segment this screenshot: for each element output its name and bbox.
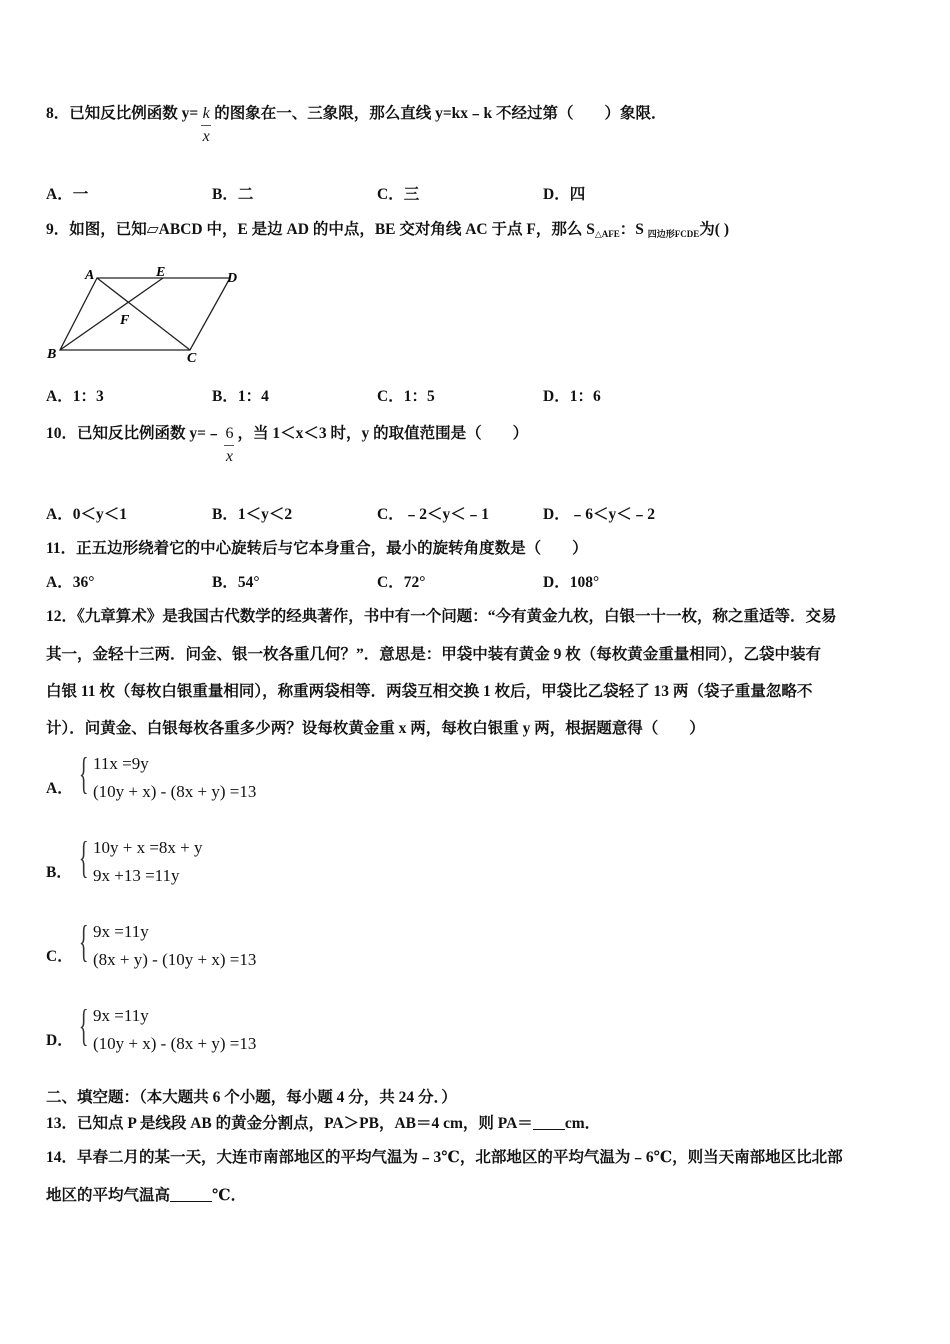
q12-option-c-eq2: (8x + y) - (10y + x) =13 [93, 950, 257, 969]
question-13 [46, 1114, 600, 1134]
q10-option-c: C．﹣2＜y＜﹣1 [377, 506, 489, 523]
q13-text: 13．已知点 P 是线段 AB 的黄金分割点，PA＞PB，AB＝4 cm，则 PA＝ [46, 1115, 533, 1132]
q9-option-c: C．1：5 [377, 388, 435, 405]
q8-option-b: B．二 [212, 186, 254, 203]
q12-option-d-eq1: 9x =11y [93, 1006, 149, 1025]
q12-line-1: 12．《九章算术》是我国古代数学的经典著作，书中有一个问题：“今有黄金九枚，白银一十一枚，称之重适等．交易 [46, 608, 837, 625]
section-heading-fill-in: 二、填空题：（本大题共 6 个小题，每小题 4 分，共 24 分．） [46, 1089, 457, 1106]
brace-icon: { [79, 749, 89, 798]
q12-line-3: 白银 11 枚（每枚白银重量相同），称重两袋相等．两袋互相交换 1 枚后，甲袋比乙袋轻了 13 两（袋子重量忽略不 [46, 683, 813, 700]
q12-option-a-eq2: (10y + x) - (8x + y) =13 [93, 782, 257, 801]
q13-unit: cm． [564, 1115, 601, 1132]
question-14-line-1: 14．早春二月的某一天，大连市南部地区的平均气温为﹣3℃，北部地区的平均气温为﹣6℃，则当天南部地区比北部 [46, 1149, 843, 1166]
q12-option-a-eq1: 11x =9y [93, 754, 149, 773]
q8-fraction [201, 104, 211, 147]
q10-suffix: ，当 1＜x＜3 时，y 的取值范围是（ ） [237, 425, 529, 442]
brace-icon: { [79, 833, 89, 882]
q12-option-c-label: C． [46, 948, 73, 965]
question-11: 11．正五边形绕着它的中心旋转后与它本身重合，最小的旋转角度数是（ ） [46, 540, 588, 557]
q12-option-b-eq1: 10y + x =8x + y [93, 838, 203, 857]
q10-option-a: A．0＜y＜1 [46, 506, 127, 523]
q11-option-d: D．108° [543, 574, 600, 591]
q12-option-b-label: B． [46, 864, 72, 881]
q8-fraction-numerator: k [202, 105, 210, 122]
q8-suffix: 的图象在一、三象限，那么直线 y=kx﹣k 不经过第（ ）象限． [214, 105, 667, 122]
label-e: E [156, 265, 166, 280]
q12-option-d-eq2: (10y + x) - (8x + y) =13 [93, 1034, 257, 1053]
q12-line-4: 计）．问黄金、白银每枚各重多少两？设每枚黄金重 x 两，每枚白银重 y 两，根据题意得（ ） [46, 720, 705, 737]
question-9 [46, 220, 729, 244]
parallelogram-abcd [60, 278, 230, 350]
label-f: F [120, 313, 130, 328]
q9-text-a: 9．如图，已知▱ABCD 中，E 是边 AD 的中点，BE 交对角线 AC 于点 F，那么 S [46, 221, 595, 238]
q9-option-b: B．1：4 [212, 388, 269, 405]
q12-option-b-eq2: 9x +13 =11y [93, 866, 180, 885]
q14-answer-blank [170, 1187, 212, 1202]
q10-fraction-numerator: 6 [225, 425, 234, 442]
label-b: B [47, 347, 57, 362]
q9-option-d: D．1：6 [543, 388, 601, 405]
q14-unit: ℃． [212, 1187, 247, 1204]
q12-line-2: 其一，金轻十三两．问金、银一枚各重几何？”．意思是：甲袋中装有黄金 9 枚（每枚黄金重量相同），乙袋中装有 [46, 646, 822, 663]
q9-option-a: A．1：3 [46, 388, 104, 405]
fraction-bar [224, 445, 234, 446]
q8-prefix: 8．已知反比例函数 y= [46, 105, 199, 122]
q8-option-a: A．一 [46, 186, 89, 203]
q11-option-a: A．36° [46, 574, 95, 591]
q10-option-d: D．﹣6＜y＜﹣2 [543, 506, 655, 523]
question-8 [46, 104, 667, 147]
q10-prefix: 10．已知反比例函数 y=﹣ [46, 425, 222, 442]
q12-option-d-label: D． [46, 1032, 73, 1049]
q12-option-c-eq1: 9x =11y [93, 922, 149, 941]
q10-fraction-denominator: x [225, 448, 234, 465]
q11-option-b: B．54° [212, 574, 260, 591]
brace-icon: { [79, 917, 89, 966]
label-a: A [85, 268, 95, 283]
q8-option-c: C．三 [377, 186, 420, 203]
q10-option-b: B．1＜y＜2 [212, 506, 293, 523]
brace-icon: { [79, 1001, 89, 1050]
q8-fraction-denominator: x [202, 128, 210, 145]
q9-sub-afe: △AFE [594, 229, 620, 239]
parallelogram-figure [40, 260, 250, 370]
q10-fraction [224, 424, 234, 467]
label-c: C [187, 351, 197, 366]
fraction-bar [201, 125, 211, 126]
q12-option-a-label: A． [46, 780, 73, 797]
q13-answer-blank [533, 1115, 565, 1130]
q11-option-c: C．72° [377, 574, 426, 591]
question-10 [46, 424, 528, 467]
question-14-line-2 [46, 1186, 246, 1206]
q9-sub-fcde: 四边形FCDE [647, 229, 700, 239]
q8-option-d: D．四 [543, 186, 586, 203]
q14-text: 地区的平均气温高 [46, 1187, 171, 1204]
q9-text-b: ：S [619, 221, 648, 238]
label-d: D [227, 271, 238, 286]
q9-text-c: 为( ) [699, 221, 729, 238]
